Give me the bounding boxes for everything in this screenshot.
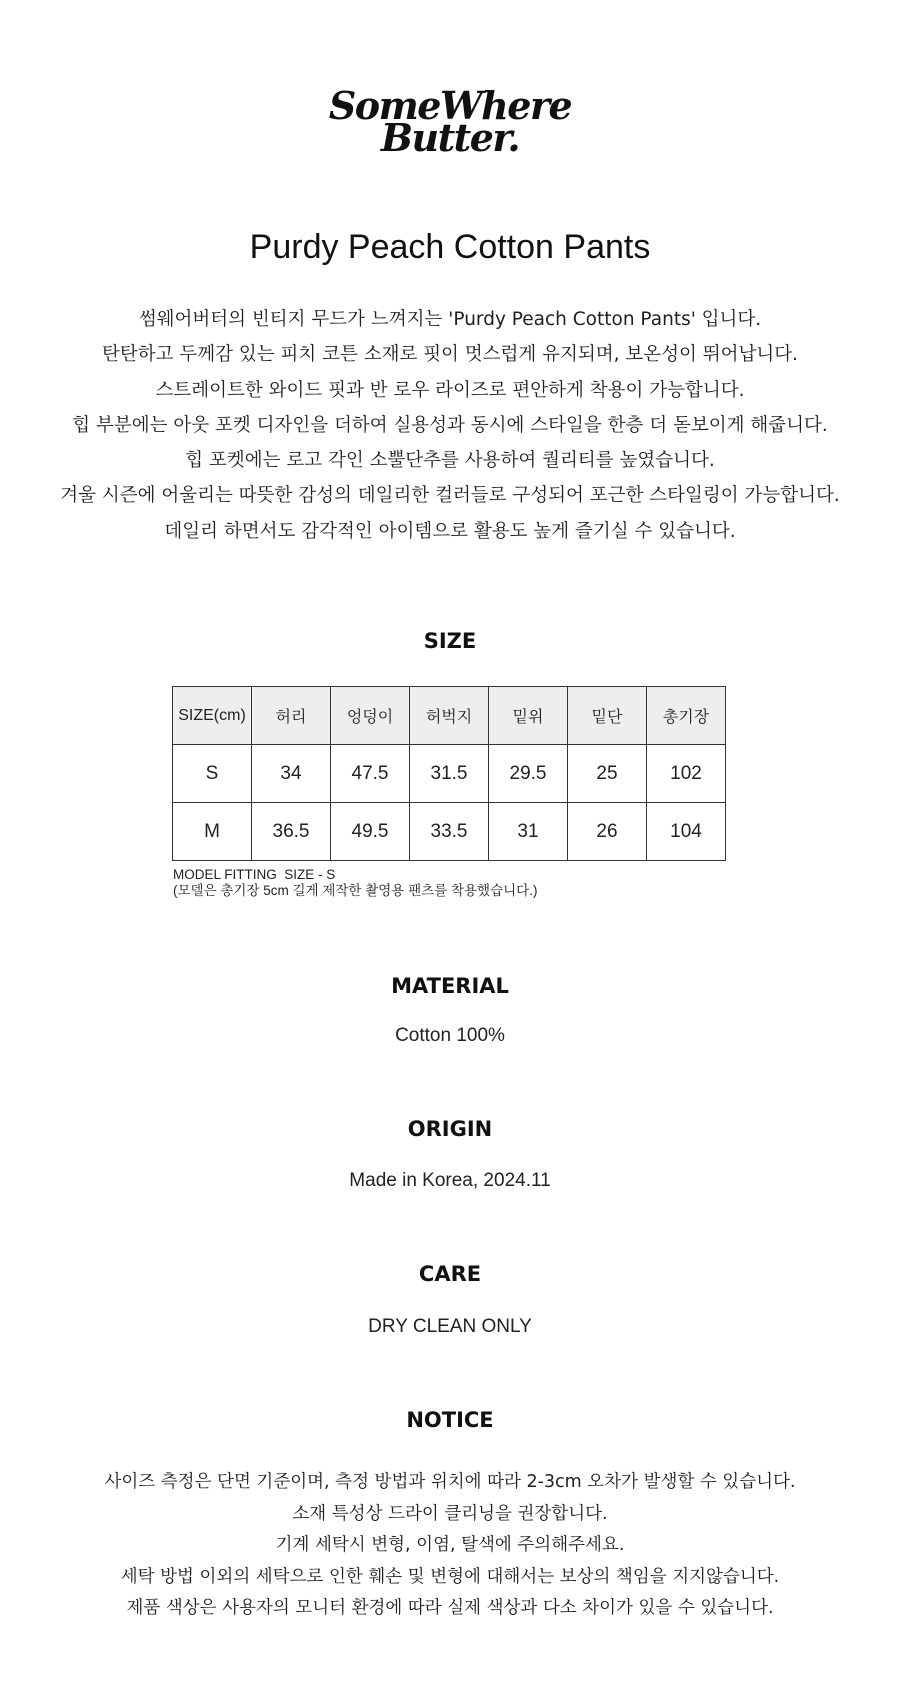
table-cell: 29.5 bbox=[489, 745, 568, 803]
notice-line: 소재 특성상 드라이 클리닝을 권장합니다. bbox=[292, 1503, 608, 1524]
notice-line: 제품 색상은 사용자의 모니터 환경에 따라 실제 색상과 다소 차이가 있을 수 있습니다. bbox=[126, 1598, 774, 1618]
description-line: 썸웨어버터의 빈티지 무드가 느껴지는 'Purdy Peach Cotton Pants' 입니다. bbox=[138, 309, 762, 330]
size-table-header: 허리 bbox=[252, 687, 331, 745]
description-line: 데일리 하면서도 감각적인 아이템으로 활용도 높게 즐기실 수 있습니다. bbox=[164, 520, 736, 542]
table-cell: 102 bbox=[647, 745, 726, 803]
notice-line: 기계 세탁시 변형, 이염, 탈색에 주의해주세요. bbox=[275, 1535, 625, 1555]
table-cell: 36.5 bbox=[252, 803, 331, 861]
table-cell: 104 bbox=[647, 803, 726, 861]
description-line: 힙 포켓에는 로고 각인 소뿔단추를 사용하여 퀄리티를 높였습니다. bbox=[185, 450, 715, 472]
table-cell: 26 bbox=[568, 803, 647, 861]
size-table-header-row bbox=[173, 687, 726, 745]
size-table-header: 엉덩이 bbox=[331, 687, 410, 745]
product-description bbox=[0, 302, 900, 549]
care-value: DRY CLEAN ONLY bbox=[368, 1316, 532, 1337]
size-table-header: 허벅지 bbox=[410, 687, 489, 745]
table-cell: M bbox=[173, 803, 252, 861]
brand-logo bbox=[0, 83, 900, 160]
logo-line-2: Butter. bbox=[380, 115, 520, 160]
product-title: Purdy Peach Cotton Pants bbox=[249, 228, 651, 266]
table-cell: 34 bbox=[252, 745, 331, 803]
table-cell: 31.5 bbox=[410, 745, 489, 803]
table-cell: 47.5 bbox=[331, 745, 410, 803]
notice-list bbox=[0, 1467, 900, 1625]
size-table-header: 밑위 bbox=[489, 687, 568, 745]
table-cell: S bbox=[173, 745, 252, 803]
description-line: 스트레이트한 와이드 핏과 반 로우 라이즈로 편안하게 착용이 가능합니다. bbox=[155, 379, 745, 401]
origin-value: Made in Korea, 2024.11 bbox=[349, 1170, 551, 1191]
table-row bbox=[173, 803, 726, 861]
material-heading: MATERIAL bbox=[391, 974, 509, 998]
description-line: 겨울 시즌에 어울리는 따뜻한 감성의 데일리한 컬러들로 구성되어 포근한 스타일링이 가능합니다. bbox=[60, 485, 840, 507]
table-cell: 25 bbox=[568, 745, 647, 803]
care-heading: CARE bbox=[418, 1262, 482, 1286]
model-fitting-note bbox=[173, 867, 537, 899]
notice-line: 사이즈 측정은 단면 기준이며, 측정 방법과 위치에 따라 2-3cm 오차가 발생할 수 있습니다. bbox=[104, 1472, 796, 1492]
origin-heading: ORIGIN bbox=[407, 1117, 493, 1141]
table-cell: 49.5 bbox=[331, 803, 410, 861]
logo-line-1: SomeWhere bbox=[328, 83, 572, 128]
size-table-header: 총기장 bbox=[647, 687, 726, 745]
description-line: 탄탄하고 두께감 있는 피치 코튼 소재로 핏이 멋스럽게 유지되며, 보온성이 뛰어납니다. bbox=[101, 344, 799, 366]
notice-heading: NOTICE bbox=[406, 1408, 494, 1432]
size-heading: SIZE bbox=[423, 629, 477, 653]
fitting-size-line: MODEL FITTING SIZE - S bbox=[173, 867, 336, 882]
size-table-header: SIZE(cm) bbox=[173, 687, 252, 745]
description-line: 힙 부분에는 아웃 포켓 디자인을 더하여 실용성과 동시에 스타일을 한층 더 돋보이게 해줍니다. bbox=[72, 414, 828, 436]
fitting-detail-line: (모델은 총기장 5cm 길게 제작한 촬영용 팬츠를 착용했습니다.) bbox=[173, 883, 538, 898]
table-cell: 31 bbox=[489, 803, 568, 861]
notice-line: 세탁 방법 이외의 세탁으로 인한 훼손 및 변형에 대해서는 보상의 책임을 지지않습니다. bbox=[120, 1566, 780, 1587]
table-cell: 33.5 bbox=[410, 803, 489, 861]
size-table bbox=[172, 686, 726, 861]
material-value: Cotton 100% bbox=[395, 1025, 505, 1046]
table-row bbox=[173, 745, 726, 803]
size-table-header: 밑단 bbox=[568, 687, 647, 745]
